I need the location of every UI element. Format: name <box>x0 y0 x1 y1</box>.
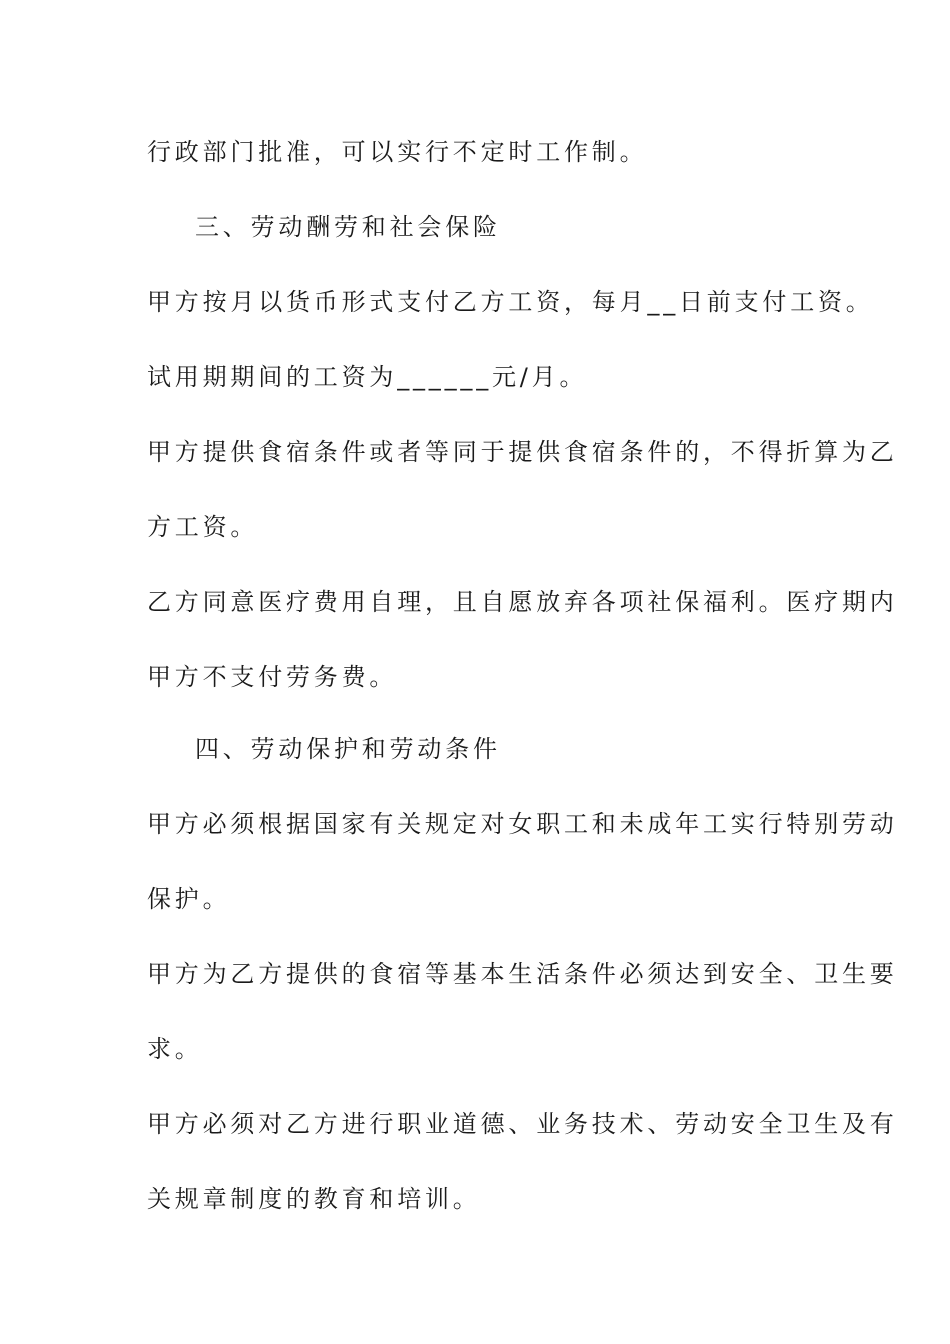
paragraph-line: 关规章制度的教育和培训。 <box>147 1185 481 1213</box>
paragraph-line: 试用期期间的工资为______元/月。 <box>147 363 588 391</box>
paragraph-line: 甲方必须对乙方进行职业道德、业务技术、劳动安全卫生及有 <box>147 1110 898 1138</box>
section-heading: 三、劳动酬劳和社会保险 <box>195 213 501 241</box>
paragraph-line: 甲方必须根据国家有关规定对女职工和未成年工实行特别劳动 <box>147 810 898 838</box>
paragraph-line: 甲方为乙方提供的食宿等基本生活条件必须达到安全、卫生要 <box>147 960 898 988</box>
paragraph-line: 甲方按月以货币形式支付乙方工资，每月__日前支付工资。 <box>147 288 874 316</box>
paragraph-line: 求。 <box>147 1035 203 1063</box>
paragraph-line: 行政部门批准，可以实行不定时工作制。 <box>147 138 648 166</box>
paragraph-line: 甲方不支付劳务费。 <box>147 663 398 691</box>
paragraph-line: 甲方提供食宿条件或者等同于提供食宿条件的，不得折算为乙 <box>147 438 898 466</box>
paragraph-line: 方工资。 <box>147 513 259 541</box>
paragraph-line: 保护。 <box>147 885 231 913</box>
section-heading: 四、劳动保护和劳动条件 <box>195 735 501 763</box>
paragraph-line: 乙方同意医疗费用自理，且自愿放弃各项社保福利。医疗期内 <box>147 588 898 616</box>
